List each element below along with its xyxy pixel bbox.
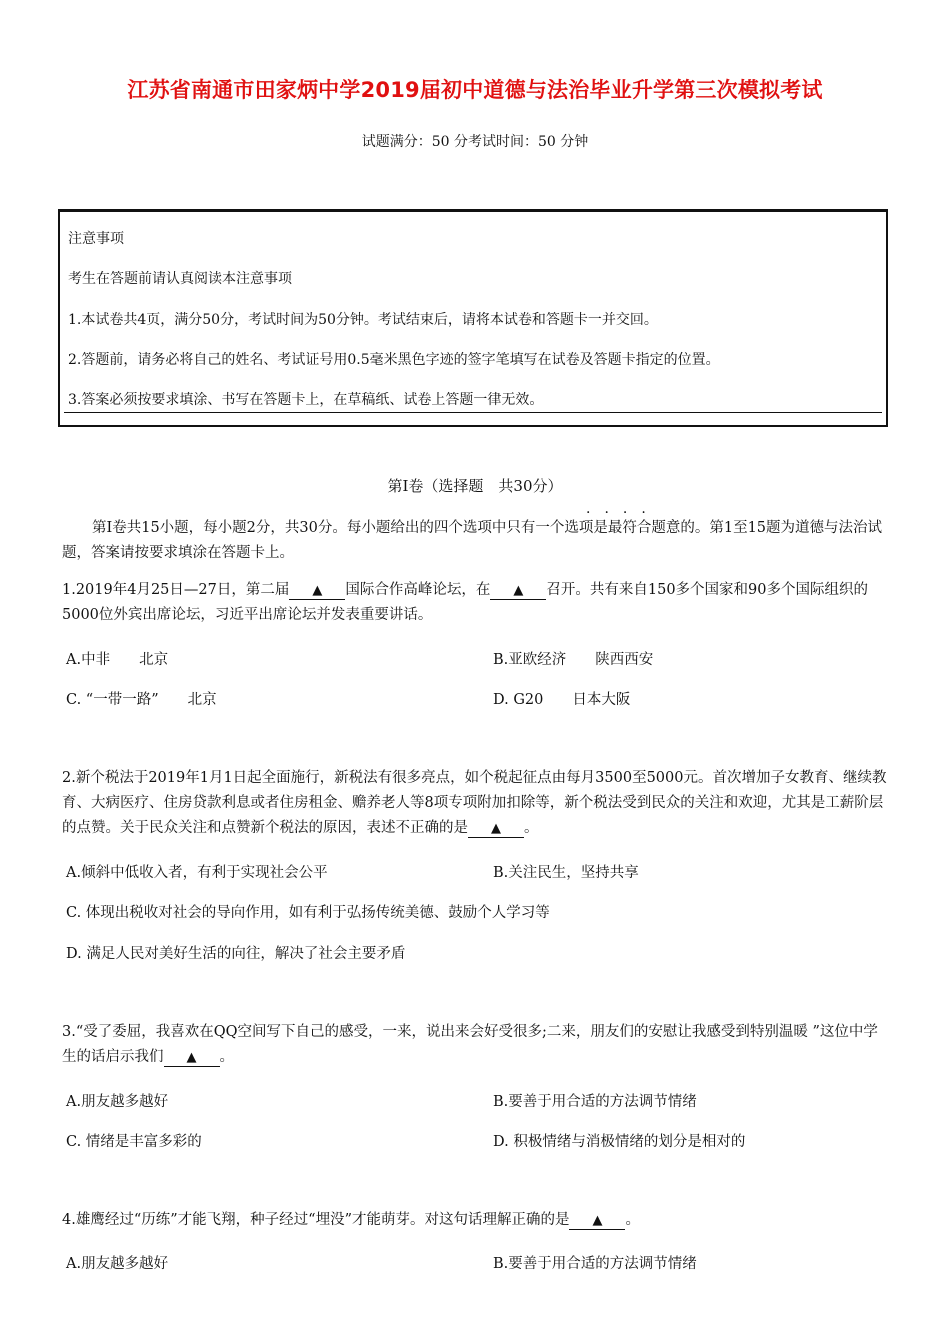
- q3-option-d: D. 积极情绪与消极情绪的划分是相对的: [493, 1134, 746, 1150]
- q3-option-a: A.朋友越多越好: [66, 1094, 169, 1110]
- emphasis-dots: ····: [586, 505, 660, 521]
- q2-option-c: C. 体现出税收对社会的导向作用，如有利于弘扬传统美德、鼓励个人学习等: [66, 905, 550, 921]
- q3-option-b: B.要善于用合适的方法调节情绪: [493, 1094, 697, 1110]
- notice-item-3: 3.答案必须按要求填涂、书写在答题卡上，在草稿纸、试卷上答题一律无效。: [68, 392, 544, 408]
- q2-option-d: D. 满足人民对美好生活的向往，解决了社会主要矛盾: [66, 946, 406, 962]
- q1-option-c: C. “一带一路” 北京: [66, 692, 217, 708]
- exam-title: 江苏省南通市田家炳中学2019届初中道德与法治毕业升学第三次模拟考试: [127, 78, 823, 102]
- notice-item-1: 1.本试卷共4页，满分50分，考试时间为50分钟。考试结束后，请将本试卷和答题卡一并交回。: [68, 312, 658, 328]
- q2-option-b: B.关注民生，坚持共享: [493, 865, 639, 881]
- question-3: 3.“受了委屈，我喜欢在QQ空间写下自己的感受，一来，说出来会好受很多;二来，朋友们的安慰让我感受到特别温暖 ”这位中学生的话启示我们 ▲ 。: [62, 1024, 878, 1065]
- answer-blank: ▲: [164, 1050, 220, 1067]
- q1-option-b: B.亚欧经济 陕西西安: [493, 652, 654, 668]
- q2-option-a: A.倾斜中低收入者，有利于实现社会公平: [66, 865, 328, 881]
- q1-option-a: A.中非 北京: [66, 652, 169, 668]
- notice-heading: 注意事项: [68, 231, 124, 247]
- exam-subtitle: 试题满分：50 分考试时间：50 分钟: [361, 134, 589, 150]
- question-4: 4.雄鹰经过“历练”才能飞翔，种子经过“埋没”才能萌芽。对这句话理解正确的是 ▲ 。: [62, 1212, 640, 1228]
- q3-option-c: C. 情绪是丰富多彩的: [66, 1134, 202, 1150]
- notice-divider: [64, 412, 882, 413]
- q1-option-d: D. G20 日本大阪: [493, 692, 631, 708]
- notice-box: [58, 209, 888, 427]
- notice-item-2: 2.答题前，请务必将自己的姓名、考试证号用0.5毫米黑色字迹的签字笔填写在试卷及答题卡指定的位置。: [68, 352, 720, 368]
- answer-blank: ▲: [490, 583, 546, 600]
- question-2: 2.新个税法于2019年1月1日起全面施行，新税法有很多亮点，如个税起征点由每月3500至5000元。首次增加子女教育、继续教育、大病医疗、住房贷款利息或者住房租金、赡养老人等8项专项附加扣除等，新个税法受到民众的关注和欢迎，尤其是工薪阶层的点赞。关于民众关注和点赞新个税法的原因，表述不正确的是 ▲ 。: [62, 770, 887, 836]
- instructions: 第Ⅰ卷共15小题，每小题2分，共30分。每小题给出的四个选项中只有一个选项是最符合题意的。第1至15题为道德与法治试题，答案请按要求填涂在答题卡上。: [62, 520, 883, 561]
- answer-blank: ▲: [289, 583, 345, 600]
- answer-blank: ▲: [569, 1213, 625, 1230]
- notice-intro: 考生在答题前请认真阅读本注意事项: [68, 271, 292, 287]
- answer-blank: ▲: [468, 821, 524, 838]
- section-title: 第Ⅰ卷（选择题 共30分）: [387, 477, 563, 495]
- q4-option-b: B.要善于用合适的方法调节情绪: [493, 1256, 697, 1272]
- q4-option-a: A.朋友越多越好: [66, 1256, 169, 1272]
- question-1: 1.2019年4月25日—27日，第二届 ▲ 国际合作高峰论坛，在 ▲ 召开。共有来自150多个国家和90多个国际组织的5000位外宾出席论坛，习近平出席论坛并发表重要讲话。: [62, 582, 868, 623]
